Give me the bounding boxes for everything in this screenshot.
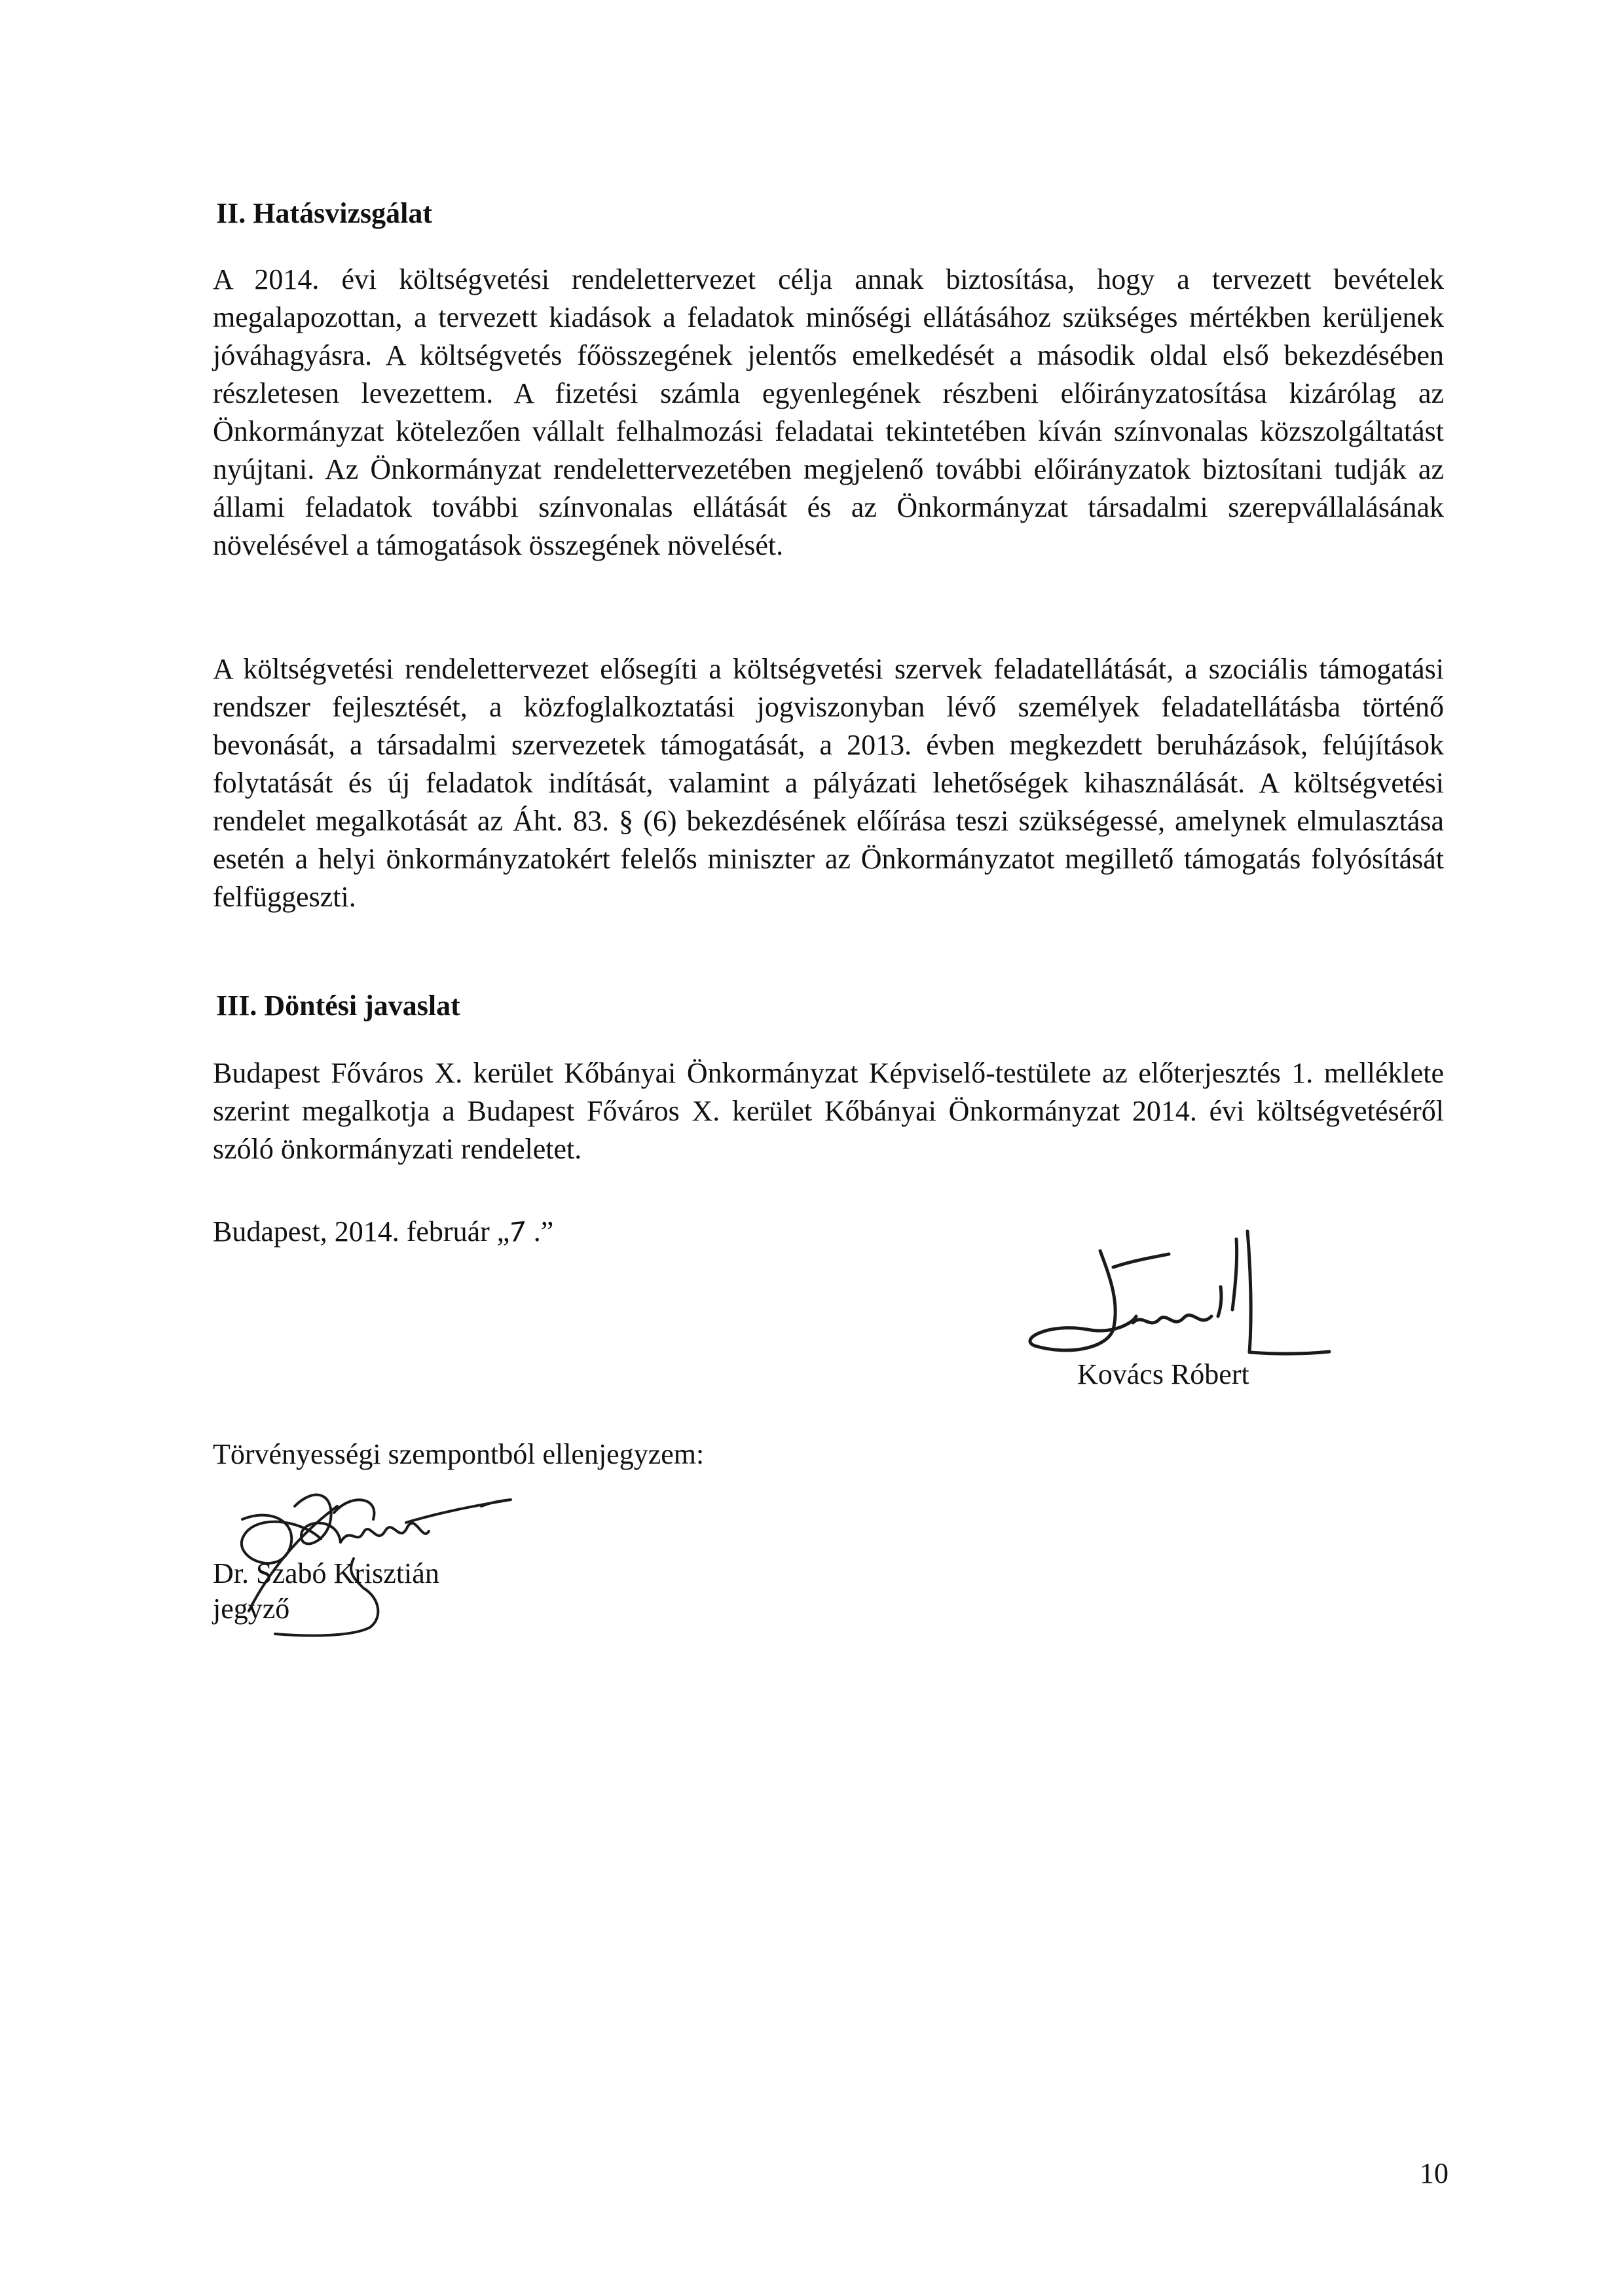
handwritten-day: 7 [507, 1216, 528, 1249]
notary-title: jegyző [213, 1593, 290, 1625]
section-heading-impact-assessment: II. Hatásvizsgálat [216, 197, 432, 229]
date-line [213, 1215, 553, 1250]
date-prefix: Budapest, 2014. február „ [213, 1215, 510, 1248]
impact-paragraph-2: A költségvetési rendelettervezet elősegíti a költségvetési szervek feladatellátását, a szociális támogatási rendszer fejlesztését, a közfoglalkoztatási jogviszonyban lévő személyek feladatellátásba történő bevonását, a társadalmi szervezetek támogatását, a 2013. évben megkezdett beruházások, felújítások folytatását és új feladatok indítását, valamint a pályázati lehetőségek kihasználását. A költségvetési rendelet megalkotását az Áht. 83. § (6) bekezdésének előírása teszi szükségessé, amelynek elmulasztása esetén a helyi önkormányzatokért felelős miniszter az Önkormányzatot megillető támogatás folyósítását felfüggeszti. [213, 653, 1444, 913]
mayor-signature [1022, 1231, 1336, 1362]
countersign-statement: Törvényességi szempontból ellenjegyzem: [213, 1438, 705, 1470]
page-number: 10 [1420, 2157, 1449, 2189]
section-heading-decision-proposal: III. Döntési javaslat [216, 990, 460, 1022]
notary-name: Dr. Szabó Krisztián [213, 1557, 439, 1589]
date-suffix: .” [526, 1215, 554, 1248]
impact-paragraph-1: A 2014. évi költségvetési rendelettervezet célja annak biztosítása, hogy a tervezett bevételek megalapozottan, a tervezett kiadások a feladatok minőségi ellátásához szükséges mértékben kerüljenek jóváhagyásra. A költségvetés főösszegének jelentős emelkedését a második oldal első bekezdésében részletesen levezettem. A fizetési számla egyenlegének részbeni előirányzatosítása kizárólag az Önkormányzat kötelezően vállalt felhalmozási feladatai tekintetében kíván színvonalas közszolgáltatást nyújtani. Az Önkormányzat rendelettervezetében megjelenő további előirányzatok biztosítani tudják az állami feladatok további színvonalas ellátását és az Önkormányzat társadalmi szerepvállalásának növelésével a támogatások összegének növelését. [213, 263, 1444, 561]
decision-paragraph: Budapest Főváros X. kerület Kőbányai Önkormányzat Képviselő-testülete az előterjesztés 1. melléklete szerint megalkotja a Budapest Főváros X. kerület Kőbányai Önkormányzat 2014. évi költségvetéséről szóló önkormányzati rendeletet. [213, 1057, 1444, 1165]
mayor-name: Kovács Róbert [1077, 1358, 1249, 1390]
